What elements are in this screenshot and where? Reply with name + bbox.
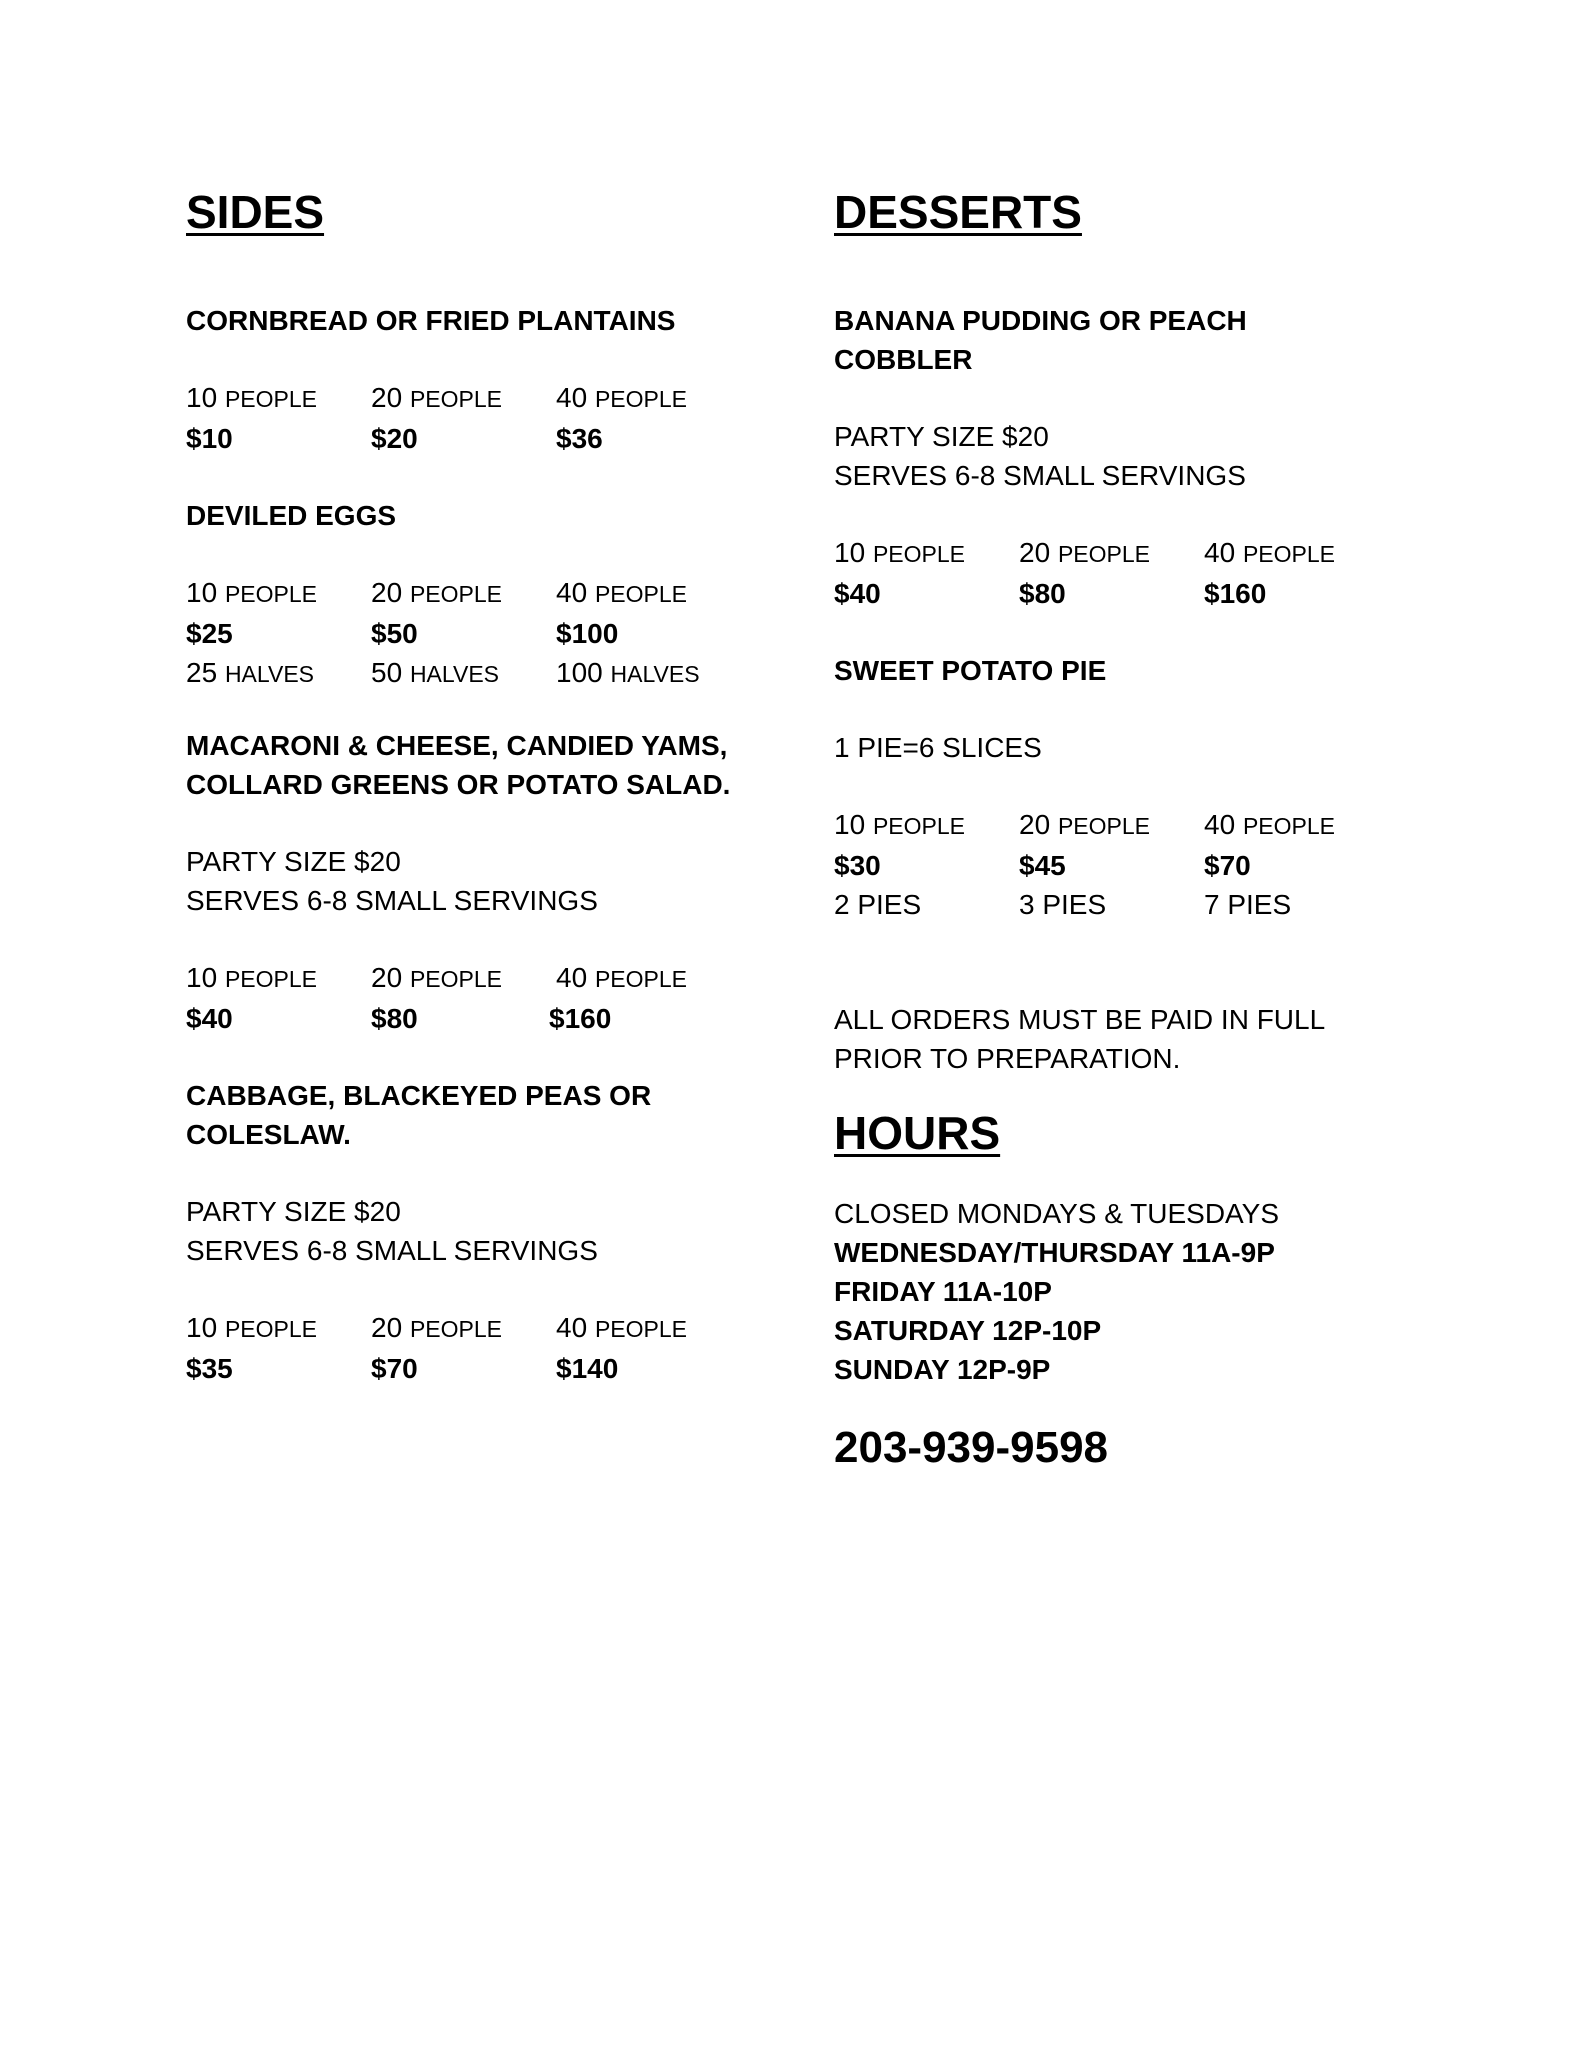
count-word: HALVES bbox=[610, 661, 700, 687]
price-row bbox=[186, 419, 776, 458]
price-row bbox=[834, 574, 1394, 613]
size-row bbox=[186, 1308, 776, 1349]
sides-item-deviled-eggs bbox=[186, 496, 776, 694]
item-title-line: BANANA PUDDING OR PEACH bbox=[834, 305, 1247, 336]
item-title-line: MACARONI & CHEESE, CANDIED YAMS, bbox=[186, 730, 728, 761]
item-title: CORNBREAD OR FRIED PLANTAINS bbox=[186, 305, 676, 336]
size-number: 40 bbox=[556, 1312, 588, 1343]
size-number: 40 bbox=[556, 962, 588, 993]
price-row bbox=[186, 614, 776, 653]
hours-line: WEDNESDAY/THURSDAY 11A-9P bbox=[834, 1237, 1275, 1268]
size-word: PEOPLE bbox=[224, 386, 317, 412]
size-word: PEOPLE bbox=[872, 813, 965, 839]
pie-count: 3 PIES bbox=[1019, 889, 1107, 920]
price: $80 bbox=[371, 1003, 418, 1034]
price: $70 bbox=[371, 1353, 418, 1384]
hours-heading: HOURS bbox=[834, 1107, 1001, 1159]
closed-days: CLOSED MONDAYS & TUESDAYS bbox=[834, 1198, 1279, 1229]
price: $50 bbox=[371, 618, 418, 649]
serves-note: SERVES 6-8 SMALL SERVINGS bbox=[834, 460, 1246, 491]
hours-section bbox=[834, 1106, 1394, 1475]
price: $100 bbox=[556, 618, 619, 649]
count-word: HALVES bbox=[409, 661, 499, 687]
item-title: DEVILED EGGS bbox=[186, 500, 397, 531]
price: $40 bbox=[186, 1003, 233, 1034]
size-number: 10 bbox=[186, 962, 218, 993]
price: $25 bbox=[186, 618, 233, 649]
size-word: PEOPLE bbox=[1057, 813, 1150, 839]
price: $36 bbox=[556, 423, 603, 454]
notice-line: ALL ORDERS MUST BE PAID IN FULL bbox=[834, 1004, 1326, 1035]
price: $35 bbox=[186, 1353, 233, 1384]
item-title-line: COLESLAW. bbox=[186, 1119, 351, 1150]
size-word: PEOPLE bbox=[1057, 541, 1150, 567]
price: $20 bbox=[371, 423, 418, 454]
size-number: 40 bbox=[556, 577, 588, 608]
size-word: PEOPLE bbox=[594, 1316, 687, 1342]
size-word: PEOPLE bbox=[409, 386, 502, 412]
size-number: 40 bbox=[1204, 809, 1236, 840]
size-row bbox=[186, 378, 776, 419]
size-number: 10 bbox=[186, 382, 218, 413]
item-title-line: COBBLER bbox=[834, 344, 973, 375]
size-word: PEOPLE bbox=[224, 1316, 317, 1342]
size-word: PEOPLE bbox=[594, 966, 687, 992]
dessert-item-banana-pudding bbox=[834, 301, 1394, 613]
hours-line: SUNDAY 12P-9P bbox=[834, 1354, 1051, 1385]
size-row bbox=[834, 533, 1394, 574]
size-word: PEOPLE bbox=[409, 966, 502, 992]
sides-item-macaroni bbox=[186, 726, 776, 1038]
size-number: 20 bbox=[1019, 809, 1051, 840]
dessert-item-sweet-potato-pie bbox=[834, 651, 1394, 924]
size-number: 40 bbox=[1204, 537, 1236, 568]
size-word: PEOPLE bbox=[1242, 541, 1335, 567]
party-size: PARTY SIZE $20 bbox=[834, 421, 1049, 452]
size-number: 10 bbox=[834, 809, 866, 840]
size-row bbox=[186, 573, 776, 614]
phone-number: 203-939-9598 bbox=[834, 1423, 1109, 1472]
price: $70 bbox=[1204, 850, 1251, 881]
price: $140 bbox=[556, 1353, 619, 1384]
price-row bbox=[834, 846, 1394, 885]
serves-note: SERVES 6-8 SMALL SERVINGS bbox=[186, 1235, 598, 1266]
pie-count: 2 PIES bbox=[834, 889, 922, 920]
size-row bbox=[186, 958, 776, 999]
size-number: 20 bbox=[1019, 537, 1051, 568]
size-number: 20 bbox=[371, 382, 403, 413]
notice-line: PRIOR TO PREPARATION. bbox=[834, 1043, 1181, 1074]
hours-line: SATURDAY 12P-10P bbox=[834, 1315, 1102, 1346]
count-row bbox=[834, 885, 1394, 924]
desserts-heading: DESSERTS bbox=[834, 186, 1082, 238]
count-number: 50 bbox=[371, 657, 403, 688]
size-number: 10 bbox=[186, 1312, 218, 1343]
price: $160 bbox=[549, 1003, 612, 1034]
party-size: PARTY SIZE $20 bbox=[186, 846, 401, 877]
size-word: PEOPLE bbox=[224, 966, 317, 992]
desserts-column bbox=[834, 185, 1394, 1475]
size-row bbox=[834, 805, 1394, 846]
price: $160 bbox=[1204, 578, 1267, 609]
size-word: PEOPLE bbox=[1242, 813, 1335, 839]
item-title: SWEET POTATO PIE bbox=[834, 655, 1107, 686]
count-number: 100 bbox=[556, 657, 603, 688]
item-title-line: COLLARD GREENS OR POTATO SALAD. bbox=[186, 769, 731, 800]
pie-note: 1 PIE=6 SLICES bbox=[834, 732, 1042, 763]
size-number: 10 bbox=[834, 537, 866, 568]
sides-heading: SIDES bbox=[186, 186, 325, 238]
serves-note: SERVES 6-8 SMALL SERVINGS bbox=[186, 885, 598, 916]
price-row bbox=[186, 999, 776, 1038]
sides-column bbox=[186, 185, 776, 1388]
sides-item-cabbage bbox=[186, 1076, 776, 1388]
size-word: PEOPLE bbox=[594, 581, 687, 607]
payment-notice bbox=[834, 1000, 1394, 1078]
price: $45 bbox=[1019, 850, 1066, 881]
pie-count: 7 PIES bbox=[1204, 889, 1292, 920]
size-word: PEOPLE bbox=[409, 581, 502, 607]
size-number: 20 bbox=[371, 577, 403, 608]
item-title-line: CABBAGE, BLACKEYED PEAS OR bbox=[186, 1080, 652, 1111]
price: $10 bbox=[186, 423, 233, 454]
sides-item-cornbread bbox=[186, 301, 776, 458]
count-number: 25 bbox=[186, 657, 218, 688]
size-number: 20 bbox=[371, 1312, 403, 1343]
price: $80 bbox=[1019, 578, 1066, 609]
size-number: 40 bbox=[556, 382, 588, 413]
price: $40 bbox=[834, 578, 881, 609]
size-word: PEOPLE bbox=[409, 1316, 502, 1342]
party-size: PARTY SIZE $20 bbox=[186, 1196, 401, 1227]
price-row bbox=[186, 1349, 776, 1388]
hours-line: FRIDAY 11A-10P bbox=[834, 1276, 1052, 1307]
size-word: PEOPLE bbox=[594, 386, 687, 412]
size-number: 10 bbox=[186, 577, 218, 608]
count-row bbox=[186, 653, 776, 694]
size-word: PEOPLE bbox=[224, 581, 317, 607]
size-number: 20 bbox=[371, 962, 403, 993]
size-word: PEOPLE bbox=[872, 541, 965, 567]
count-word: HALVES bbox=[224, 661, 314, 687]
price: $30 bbox=[834, 850, 881, 881]
